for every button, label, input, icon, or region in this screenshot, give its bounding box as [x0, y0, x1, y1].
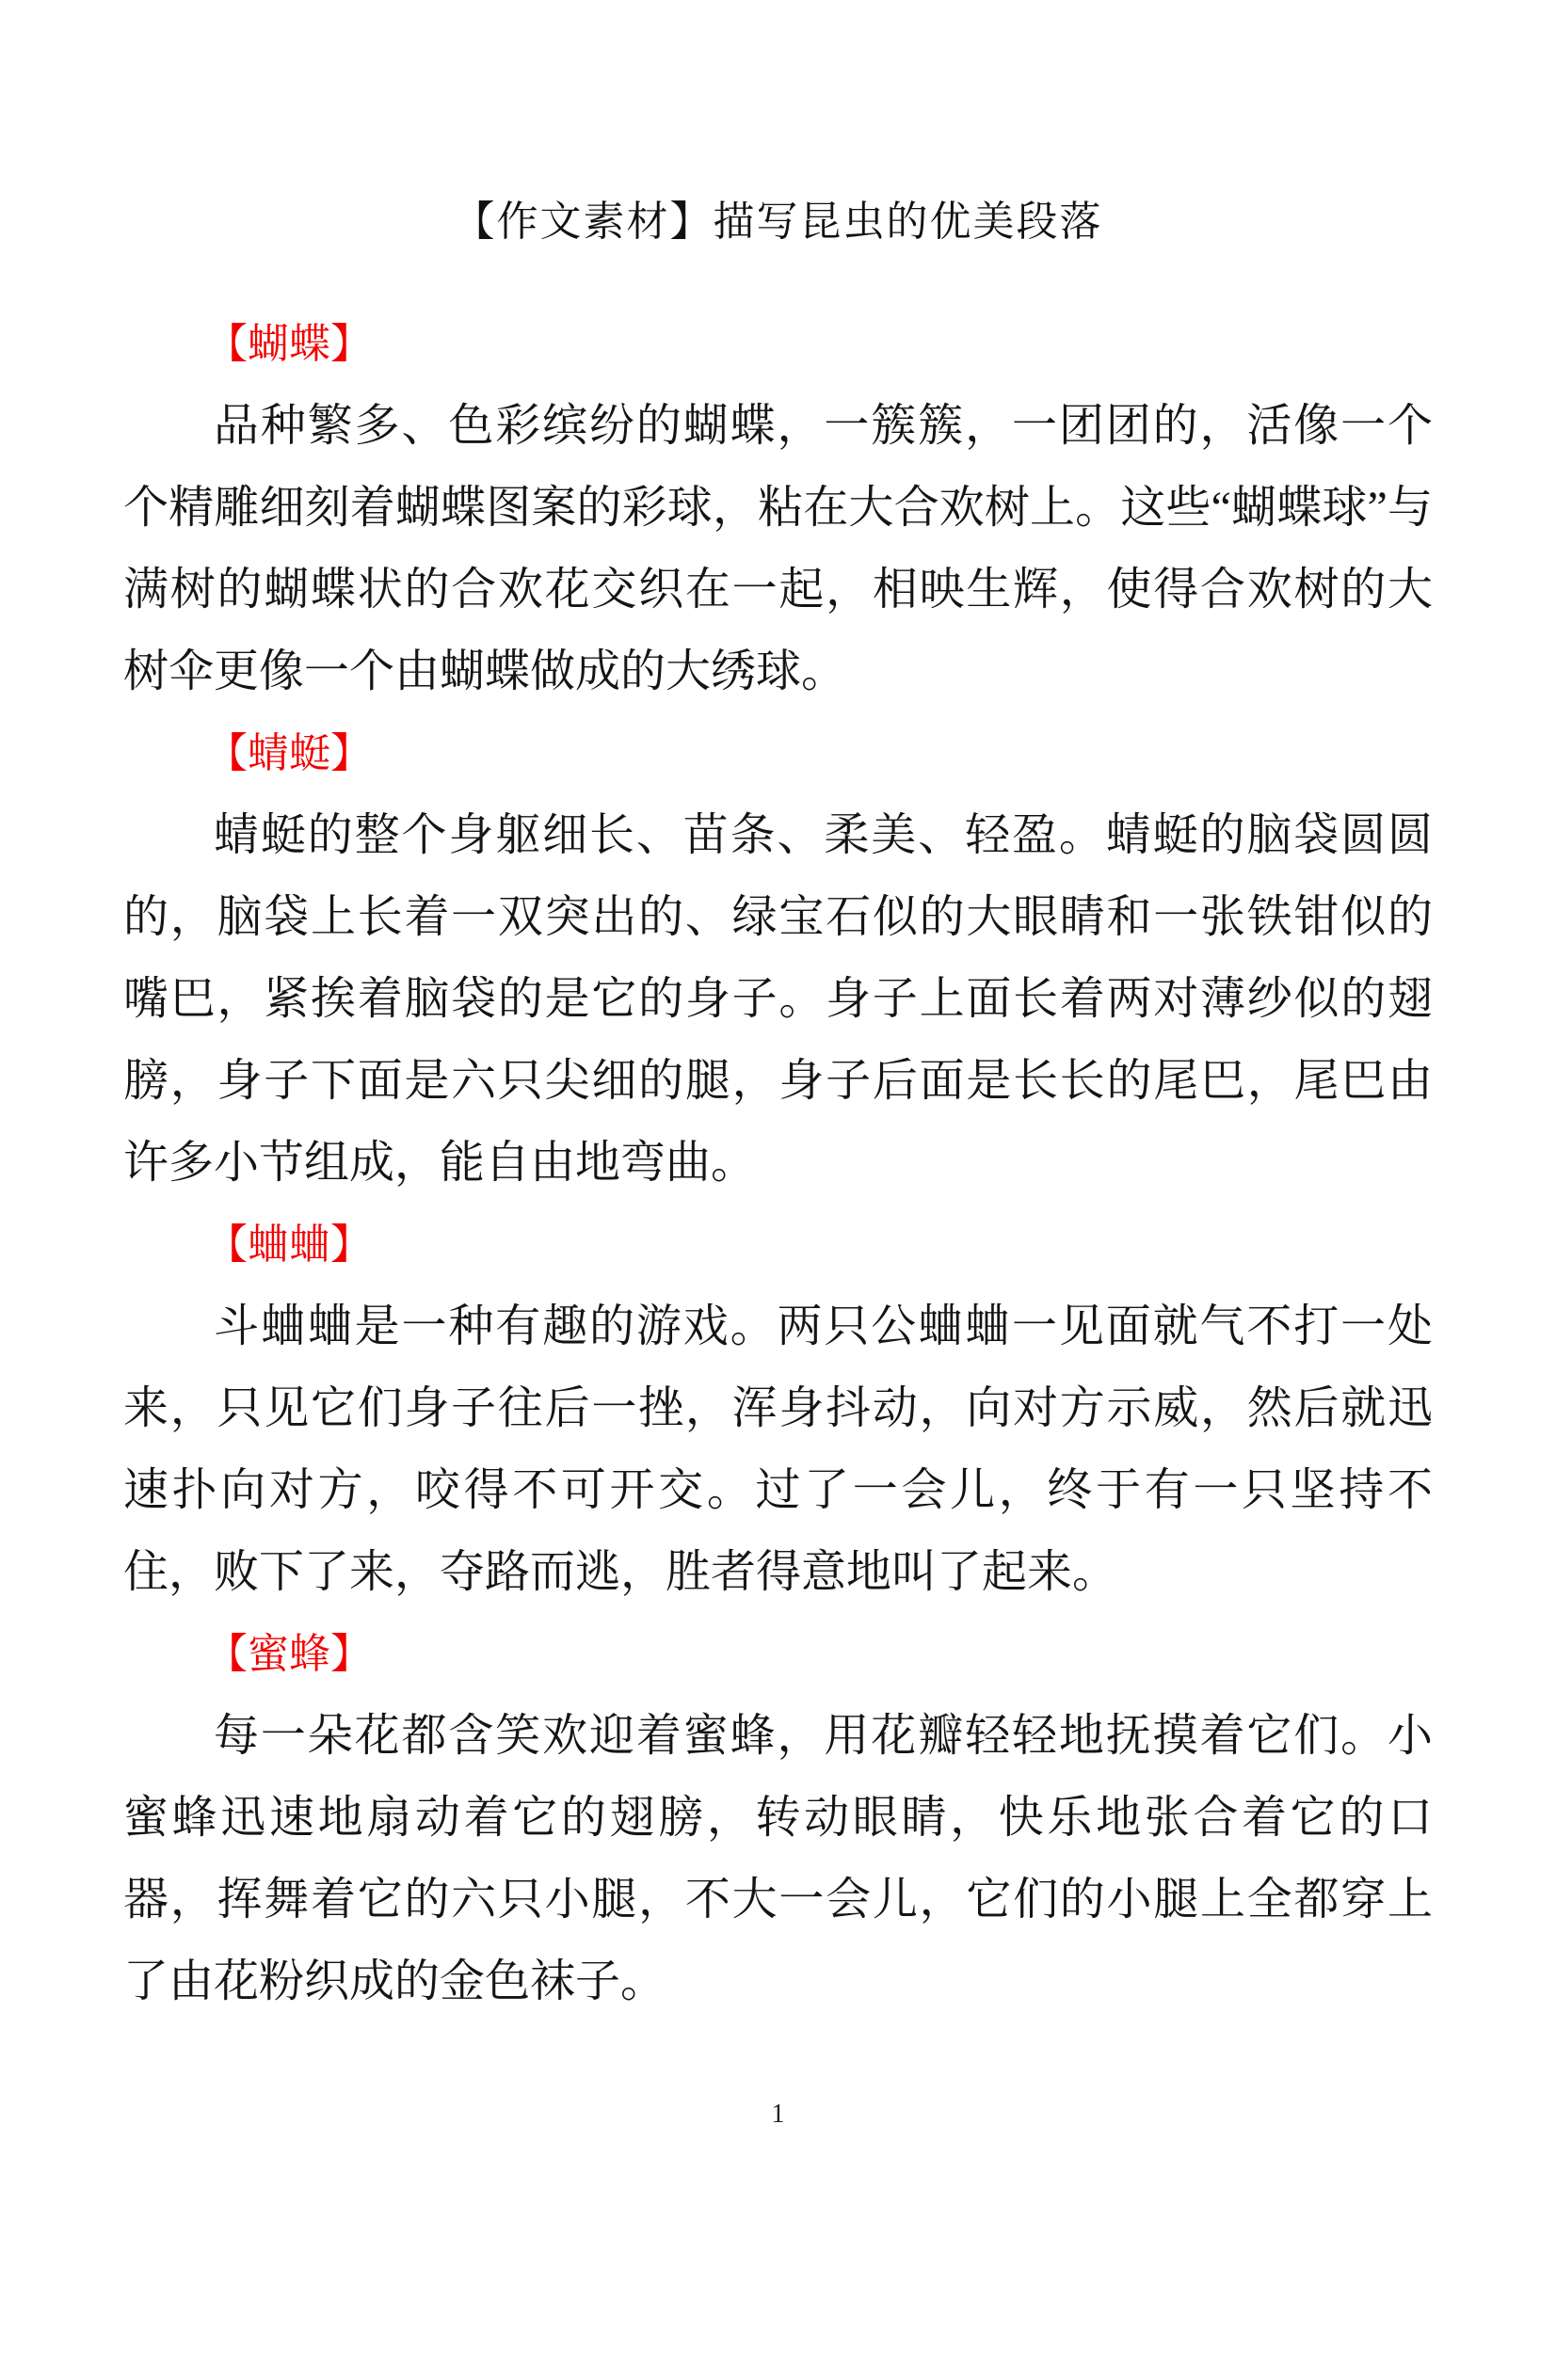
section-paragraph-dragonfly: 蜻蜓的整个身躯细长、苗条、柔美、轻盈。蜻蜓的脑袋圆圆的，脑袋上长着一双突出的、绿宝石似的大眼睛和一张铁钳似的嘴巴，紧挨着脑袋的是它的身子。身子上面长着两对薄纱似的翅膀，身子下面是六只尖细的腿，身子后面是长长的尾巴，尾巴由许多小节组成，能自由地弯曲。: [123, 810, 1433, 1188]
section-dragonfly: [123, 712, 1433, 1204]
section-bee: [123, 1613, 1433, 2022]
section-heading-bee: 【蜜蜂】: [206, 1631, 372, 1677]
section-heading-butterfly: 【蝴蝶】: [206, 321, 372, 367]
page-number: 1: [771, 2100, 785, 2129]
section-paragraph-butterfly: 品种繁多、色彩缤纷的蝴蝶，一簇簇，一团团的，活像一个个精雕细刻着蝴蝶图案的彩球，粘在大合欢树上。这些“蝴蝶球”与满树的蝴蝶状的合欢花交织在一起，相映生辉，使得合欢树的大树伞更像一个由蝴蝶做成的大绣球。: [123, 401, 1433, 696]
document-title: 【作文素材】描写昆虫的优美段落: [453, 199, 1103, 245]
section-cricket: [123, 1204, 1433, 1613]
section-heading-dragonfly: 【蜻蜓】: [206, 730, 372, 776]
section-paragraph-bee: 每一朵花都含笑欢迎着蜜蜂，用花瓣轻轻地抚摸着它们。小蜜蜂迅速地扇动着它的翅膀，转动眼睛，快乐地张合着它的口器，挥舞着它的六只小腿，不大一会儿，它们的小腿上全都穿上了由花粉织成的金色袜子。: [123, 1711, 1433, 2006]
section-paragraph-cricket: 斗蛐蛐是一种有趣的游戏。两只公蛐蛐一见面就气不打一处来，只见它们身子往后一挫，浑身抖动，向对方示威，然后就迅速扑向对方，咬得不可开交。过了一会儿，终于有一只坚持不住，败下了来，夺路而逃，胜者得意地叫了起来。: [123, 1302, 1433, 1597]
section-heading-cricket: 【蛐蛐】: [206, 1222, 372, 1268]
document-page: [0, 181, 1556, 2380]
section-butterfly: [123, 303, 1433, 712]
